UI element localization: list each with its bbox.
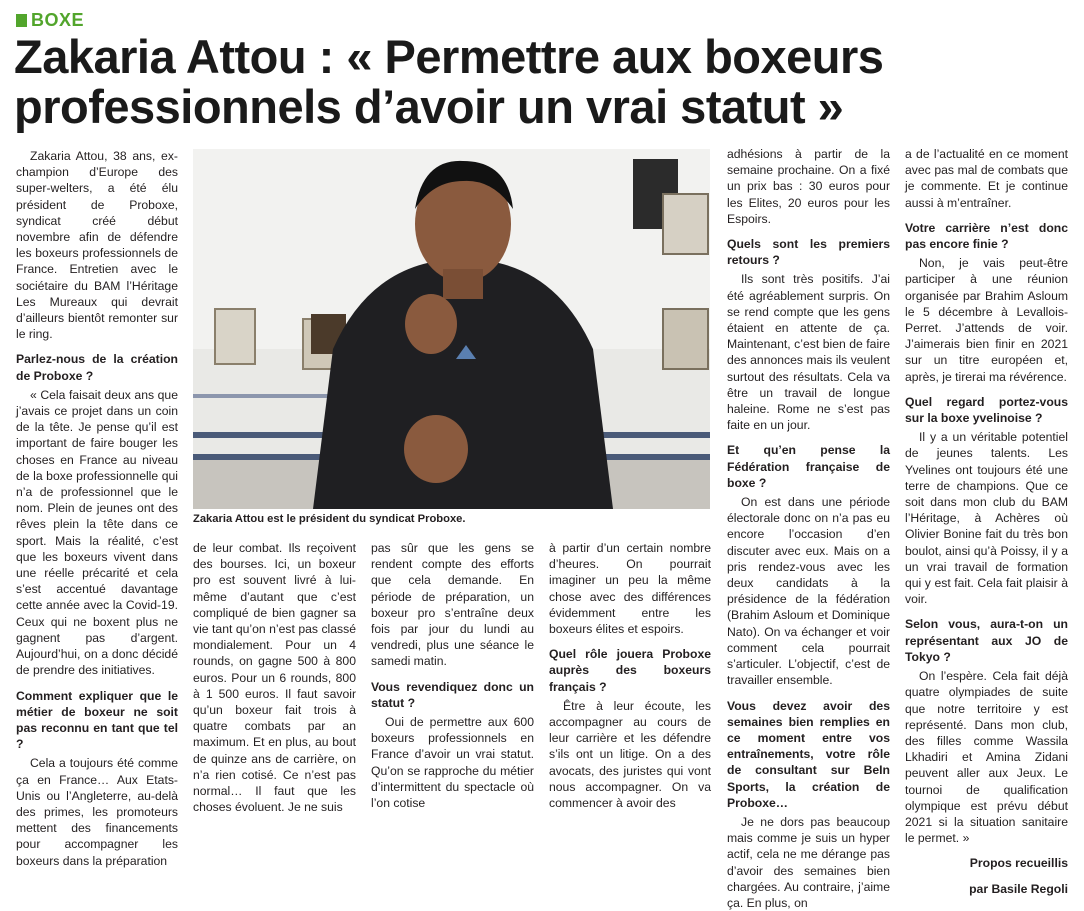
question-8: Votre carrière n’est donc pas encore finie ?	[905, 220, 1068, 252]
article-column-4	[549, 540, 711, 811]
boxer-photo	[193, 149, 710, 509]
answer-6: On est dans une période électorale donc on n’a pas eu encore l’occasion d’en discuter avec eux. Mais on a pris rendez-vous avec les deux candidats à la présidence de la fédération (Brahim Asloum et Dominique Nato). On va échanger et voir comment cela pourrait s’articuler. L’objectif, c’est de travailler ensemble.	[727, 495, 890, 688]
article-column-2	[193, 540, 356, 815]
article-column-1	[16, 148, 178, 868]
answer-8: Non, je vais peut-être participer à une réunion organisée par Brahim Asloum le 5 décembre à Levallois-Perret. J’attends de voir. J’aimerais bien finir en 2021 sur un titre européen et, après, je tirerai ma révérence.	[905, 256, 1068, 384]
answer-7-part-2: a de l’actualité en ce moment avec pas mal de combats que je commente. Et je continue aussi à m’entraîner.	[905, 147, 1068, 210]
question-1: Parlez-nous de la création de Proboxe ?	[16, 352, 178, 383]
signature-line-2: par Basile Regoli	[969, 881, 1068, 896]
article-column-3	[371, 540, 534, 811]
answer-5: Ils sont très positifs. J’ai été agréablement surpris. On se rend compte que les gens étaient en attente de ça. Maintenant, c’est bien de faire des annonces mais ils veulent surtout des résultats. Cela va être un travail de longue haleine. Rome ne s’est pas faite en un jour.	[727, 272, 890, 433]
answer-7: Je ne dors pas beaucoup mais comme je suis un hyper actif, cela ne me dérange pas d’avoir des semaines bien chargées. Au contraire, j’aime ça. En plus, on	[727, 814, 890, 910]
question-10: Selon vous, aura-t-on un représentant aux JO de Tokyo ?	[905, 617, 1068, 664]
answer-4-part-2: adhésions à partir de la semaine prochaine. On a fixé un prix bas : 30 euros pour les Elites, 20 euros pour les Espoirs.	[727, 147, 890, 226]
answer-2-part-3: pas sûr que les gens se rendent compte des efforts que cela demande. En période de préparation, un boxeur pro s’entraîne deux fois par jour du lundi au vendredi, plus une séance le samedi matin.	[371, 541, 534, 669]
question-9: Quel regard portez-vous sur la boxe yvelinoise ?	[905, 394, 1068, 426]
answer-3: Oui de permettre aux 600 boxeurs professionnels en France d’avoir un vrai statut. Qu’on se rapproche du métier d’intermittent du spectacle où l’on cotise	[371, 715, 534, 811]
photo-caption: Zakaria Attou est le président du syndicat Proboxe.	[193, 513, 466, 525]
answer-10: On l’espère. Cela fait déjà quatre olympiades de suite que notre territoire y est représenté. Dans mon club, des filles comme Wassila Lkhadiri et Amina Zidani peuvent aller aux Jeux. Le tournoi de qualification olympique est prévu début 2021 si la situation sanitaire le permet. »	[905, 669, 1068, 846]
answer-9: Il y a un véritable potentiel de jeunes talents. Les Yvelines ont toujours été une terre de champions. Que ce soit dans mon club du BAM l’Héritage, à Achères où Olivier Bonine fait du très bon boulot, ainsi qu’à Poissy, il y a un vrai travail de formation qui y est fait. Cela fait plaisir à voir.	[905, 430, 1068, 607]
article-column-5	[727, 146, 890, 910]
signature-line-1: Propos recueillis	[969, 856, 1068, 871]
answer-3-part-2: à partir d’un certain nombre d’heures. On pourrait imaginer un peu la même chose avec des différences évidemment entre les boxeurs élites et espoirs.	[549, 541, 711, 637]
question-6: Et qu’en pense la Fédération française de boxe ?	[727, 443, 890, 490]
question-7: Vous devez avoir des semaines bien remplies en ce moment entre vos entraînements, votre rôle de consultant sur BeIn Sports, la création de Proboxe…	[727, 698, 890, 810]
answer-4: Être à leur écoute, les accompagner au cours de leur carrière et les défendre s’ils ont un litige. On a des avocats, des juristes qui vont nous accompagner. On va commencer à avoir des	[549, 698, 711, 811]
question-4: Quel rôle jouera Proboxe auprès des boxeurs français ?	[549, 647, 711, 694]
question-2: Comment expliquer que le métier de boxeur ne soit pas reconnu en tant que tel ?	[16, 688, 178, 752]
answer-2-part-2: de leur combat. Ils reçoivent des bourses. Ici, un boxeur pro est souvent livré à lui-même d’autant que c’est compliqué de bien gagner sa vie tant qu’on n’est pas classé mondialement. Pour un 4 rounds, on gagne 500 à 800 euros. Pour un 6 rounds, 800 à 1 500 euros. Il faut savoir qu’un boxeur fait trois à quatre combats par an maximum. Et en plus, au bout de quinze ans de carrière, on n’a rien cotisé. Ce n’est pas normal… Il faut que les choses évoluent. Je ne suis	[193, 541, 356, 815]
question-3: Vous revendiquez donc un statut ?	[371, 679, 534, 710]
answer-2-part-1: Cela a toujours été comme ça en France… Aux Etats-Unis ou l’Angleterre, au-delà des primes, les promoteurs mettent des financements pour accompagner les boxeurs dans la préparation	[16, 756, 178, 868]
section-rubric	[16, 10, 84, 31]
boxer-photo-illustration	[193, 149, 710, 509]
headline: Zakaria Attou : « Permettre aux boxeurs professionnels d’avoir un vrai statut »	[14, 30, 884, 133]
rubric-label: BOXE	[31, 10, 85, 30]
rubric-square-icon	[16, 14, 27, 27]
answer-1: « Cela faisait deux ans que j’avais ce projet dans un coin de la tête. Je pense qu’il est important de faire bouger les choses en France au niveau de la boxe professionnelle qui n’a de professionnel que le nom. Plein de jeunes ont des rêves plein la tête dans ce sport. Mais la réalité, c’est que les boxeurs vivent dans une réelle précarité et cela s’est accentué davantage cette année avec la Covid-19. Ceux qui ne boxent plus ne gagnent pas d’argent. Aujourd’hui, on a donc décidé de prendre des initiatives.	[16, 387, 178, 678]
question-5: Quels sont les premiers retours ?	[727, 237, 890, 268]
intro-paragraph: Zakaria Attou, 38 ans, ex-champion d’Europe des super-welters, a été élu président de Proboxe, syndicat créé début novembre afin de défendre les boxeurs professionnels de France. Entretien avec le sociétaire du BAM l’Héritage Les Mureaux qui devrait d’ailleurs bientôt remonter sur le ring.	[16, 149, 178, 342]
article-column-6	[905, 146, 1068, 896]
